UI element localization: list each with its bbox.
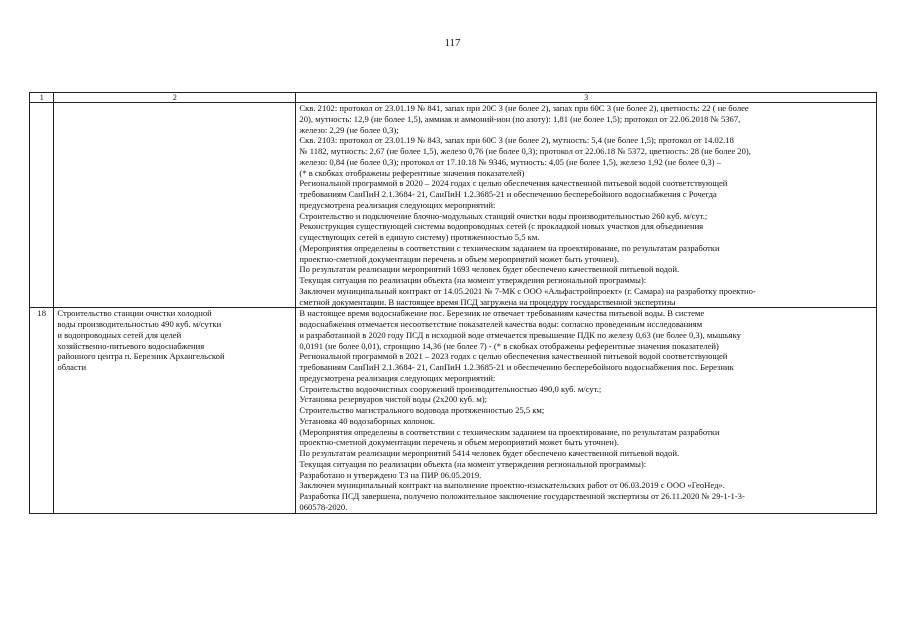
description-line: По результатам реализации мероприятий 1693 человек будет обеспечено качественной питьевой водой. xyxy=(299,264,680,275)
object-name-line: воды производительностью 490 куб. м/сутки xyxy=(57,319,222,329)
description-cell xyxy=(296,103,877,308)
column-header-2: 2 xyxy=(54,93,296,103)
description-line: Реконструкция существующей системы водопроводных сетей (с прокладкой новых участков для объединения xyxy=(299,221,704,232)
object-name-line: хозяйственно-питьевого водоснабжения xyxy=(57,340,205,351)
column-header-3: 3 xyxy=(296,93,877,103)
description-line: Строительство магистрального водовода протяженностью 25,5 км; xyxy=(299,405,545,415)
column-header-1: 1 xyxy=(30,93,54,103)
object-name-line: области xyxy=(57,362,87,372)
description-line: (* в скобках отображены референтные значения показателей) xyxy=(299,167,525,178)
table-row xyxy=(30,308,877,513)
description-line: Региональной программой в 2020 – 2024 годах с целью обеспечения качественной питьевой водой соответствующей xyxy=(299,178,728,189)
description-line: (Мероприятия определены в соответствии с техническим заданием на проектирование, по результатам разработки xyxy=(299,426,720,437)
object-name-line: районного центра п. Березник Архангельской xyxy=(57,351,225,362)
description-line: Скв. 2103: протокол от 23.01.19 № 843, запах при 60С 3 (не более 2), мутность: 5,4 (не более 1,5); протокол от 14.02.18 xyxy=(299,135,734,146)
description-line: По результатам реализации мероприятий 5414 человек будет обеспечено качественной питьевой водой. xyxy=(299,448,680,458)
description-line: предусмотрена реализация следующих мероприятий: xyxy=(299,199,496,210)
description-line: сметной документации. В настоящее время ПСД загружена на процедуру государственной экспертизы xyxy=(299,296,676,307)
description-line: Установка резервуаров чистой воды (2х200 куб. м); xyxy=(299,394,488,405)
description-line: Разработано и утверждено ТЗ на ПИР 06.05.2019. xyxy=(299,469,482,480)
description-line: железо: 0,84 (не более 0,3); протокол от 17.10.18 № 9346, мутность: 4,05 (не более 1,5), железо 1,92 (не более 0,3) – xyxy=(299,156,721,167)
description-line: предусмотрена реализация следующих мероприятий: xyxy=(299,372,496,383)
description-line: Строительство и подключение блочно-модульных станций очистки воды производительностью 260 куб. м/сут.; xyxy=(299,210,708,221)
description-line: Установка 40 водозаборных колонок. xyxy=(299,415,436,426)
object-name-cell xyxy=(54,103,296,308)
description-line: Скв. 2102: протокол от 23.01.19 № 841, запах при 20С 3 (не более 2), запах при 60С 3 (не более 2), цветность: 22 ( не более xyxy=(299,103,749,113)
object-name-line: Строительство станции очистки холодной xyxy=(57,308,212,319)
description-line: 060578-2020. xyxy=(299,501,348,512)
table-row xyxy=(30,103,877,308)
description-line: Текущая ситуация по реализации объекта (на момент утверждения региональной программы): xyxy=(299,275,647,285)
description-cell xyxy=(296,308,877,513)
description-line: Строительство водоочистных сооружений производительностью 490,0 куб. м/сут.; xyxy=(299,383,602,394)
page-number: 117 xyxy=(444,37,461,49)
description-line: Региональной программой в 2021 – 2023 годах с целью обеспечения качественной питьевой водой соответствующей xyxy=(299,351,728,362)
description-line: (Мероприятия определены в соответствии с техническим заданием на проектирование, по результатам разработки xyxy=(299,242,720,253)
description-line: водоснабжения отмечается несоответствие показателей качества воды: согласно проведенным исследованиям xyxy=(299,319,703,329)
description-line: № 1182, мутность: 2,67 (не более 1,5), железо 0,76 (не более 0,3); протокол от 22.06.18 № 5372, цветность: 28 (не более 20), xyxy=(299,146,751,156)
description-line: В настоящее время водоснабжение пос. Березник не отвечает требованиям качества питьевой воды. В системе xyxy=(299,308,705,319)
row-number-cell: 18 xyxy=(30,308,54,513)
description-line: железо: 2,29 (не более 0,3); xyxy=(299,124,399,135)
description-line: 0,0191 (не более 0,01), стронцию 14,36 (не более 7) - (* в скобках отображены референтные значения показателей) xyxy=(299,340,719,351)
description-line: требованиям СанПиН 2.1.3684- 21, СанПиН 1.2.3685-21 и обеспечению бесперебойного водоснабжения пос. Березник xyxy=(299,362,734,372)
description-line: требованиям СанПиН 2.1.3684- 21, СанПиН 1.2.3685-21 и обеспечению бесперебойного водоснабжения с Рочегда xyxy=(299,189,717,199)
description-line: проектно-сметной документации перечень и объем мероприятий может быть уточнен). xyxy=(299,437,619,448)
description-line: 20), мутность: 12,9 (не более 1,5), аммиак и аммоний-ион (по азоту): 1,81 (не более 1,5); протокол от 22.06.2018 № 5367, xyxy=(299,113,741,124)
object-name-cell xyxy=(54,308,296,513)
description-line: Разработка ПСД завершена, получено положительное заключение государственной экспертизы от 26.11.2020 № 29-1-1-3- xyxy=(299,491,745,501)
description-line: Заключен муниципальный контракт от 14.05.2021 № 7-МК с ООО «Альфастройпроект» (г. Самара) на разработку проектно- xyxy=(299,285,756,296)
row-number-cell xyxy=(30,103,54,308)
column-number-row xyxy=(30,93,877,103)
object-name-line: и водопроводных сетей для целей xyxy=(57,329,182,340)
program-table xyxy=(29,92,877,514)
description-line: проектно-сметной документации перечень и объем мероприятий может быть уточнен). xyxy=(299,253,619,264)
description-line: Заключен муниципальный контракт на выполнение проектно-изыскательских работ от 06.03.2019 с ООО «ГеоНед». xyxy=(299,480,725,491)
description-line: и разработанной в 2020 году ПСД в исходной воде отмечается превышение ПДК по железу 0,63 (не более 0,3), мышьяку xyxy=(299,329,741,340)
description-line: существующих сетей в единую систему) протяженностью 5,5 км. xyxy=(299,232,540,242)
description-line: Текущая ситуация по реализации объекта (на момент утверждения региональной программы): xyxy=(299,458,647,469)
